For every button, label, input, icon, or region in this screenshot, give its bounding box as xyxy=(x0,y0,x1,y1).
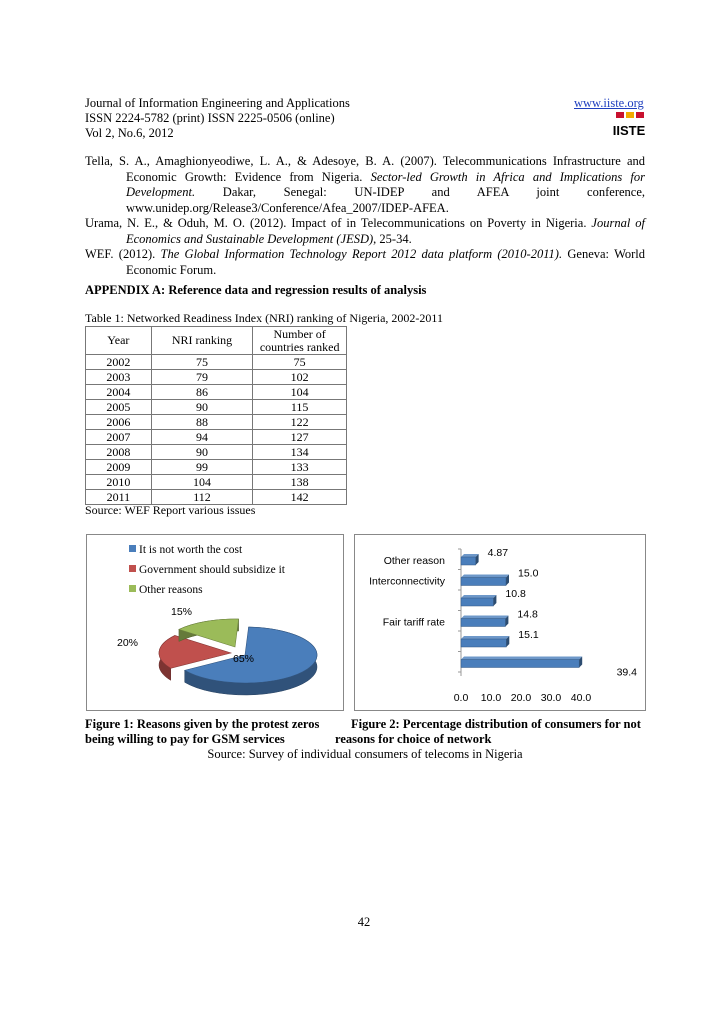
volume-line: Vol 2, No.6, 2012 xyxy=(85,126,174,140)
bar-x-tick-label-1: 10.0 xyxy=(480,692,502,704)
figures-source: Source: Survey of individual consumers of telecoms in Nigeria xyxy=(207,747,523,761)
col-header-year: Year xyxy=(86,327,152,355)
reference-item: WEF. (2012). The Global Information Technology Report 2012 data platform (2010-2011). Geneva: World Economic Forum. xyxy=(85,247,645,277)
bar-value-label-2: 10.8 xyxy=(505,588,526,600)
legend-swatch-2 xyxy=(129,585,136,592)
table-row: 2006 88 122 xyxy=(86,415,347,430)
bar-category-label-3: Fair tariff rate xyxy=(382,616,445,629)
references-list xyxy=(85,154,645,278)
bar-2 xyxy=(461,598,493,606)
pie-chart xyxy=(87,535,343,710)
bar-top-2 xyxy=(461,595,496,598)
appendix-title: APPENDIX A: Reference data and regression results of analysis xyxy=(85,283,427,297)
reference-item: Urama, N. E., & Oduh, M. O. (2012). Impact of in Telecommunications on Poverty in Nigeria. Journal of Economics and Sustainable Development (JESD), 25-34. xyxy=(85,216,645,246)
bar-top-3 xyxy=(461,616,508,619)
legend-label-1: Government should subsidize it xyxy=(139,564,285,576)
pie-legend xyxy=(129,544,286,596)
bar-x-tick-label-4: 40.0 xyxy=(570,692,592,704)
bar-x-tick-label-0: 0.0 xyxy=(453,692,469,704)
figure2-caption: Figure 2: Percentage distribution of consumers for not reasons for choice of network xyxy=(335,717,641,746)
figure1-chart-box xyxy=(86,534,344,711)
table-row: 2011 112 142 xyxy=(86,490,347,505)
bar-3 xyxy=(461,619,505,627)
col-header-nri: NRI ranking xyxy=(151,327,253,355)
logo-wordmark: IISTE xyxy=(612,123,646,138)
table-row: 2004 86 104 xyxy=(86,385,347,400)
bar-0 xyxy=(461,557,476,565)
bar-chart xyxy=(355,535,645,710)
journal-url-link[interactable]: www.iiste.org xyxy=(574,96,644,110)
table-row: 2003 79 102 xyxy=(86,370,347,385)
bar-5 xyxy=(461,660,579,668)
table-source: Source: WEF Report various issues xyxy=(85,503,256,517)
bar-x-tick-label-2: 20.0 xyxy=(510,692,532,704)
bar-top-1 xyxy=(461,575,509,578)
bar-value-label-3: 14.8 xyxy=(517,608,538,621)
pie-label-20: 20% xyxy=(117,637,139,649)
figure1-caption: Figure 1: Reasons given by the protest zeros being willing to pay for GSM services xyxy=(85,717,320,746)
bar-top-0 xyxy=(461,554,479,557)
bar-value-label-5: 39.4 xyxy=(616,666,637,679)
journal-title: Journal of Information Engineering and Applications xyxy=(85,96,350,110)
col-header-countries: Number of countries ranked xyxy=(253,327,347,355)
figure2-chart-box xyxy=(354,534,646,711)
bar-category-label-1: Interconnectivity xyxy=(369,575,445,588)
bar-1 xyxy=(461,578,506,586)
bar-x-tick-label-3: 30.0 xyxy=(540,692,562,704)
table-title: Table 1: Networked Readiness Index (NRI) ranking of Nigeria, 2002-2011 xyxy=(85,311,443,325)
legend-swatch-0 xyxy=(129,545,136,552)
bar-value-label-4: 15.1 xyxy=(518,629,539,641)
table-row: 2007 94 127 xyxy=(86,430,347,445)
pie-label-65: 65% xyxy=(233,653,255,665)
reference-item: Tella, S. A., Amaghionyeodiwe, L. A., & Adesoye, B. A. (2007). Telecommunications Infrastructure and Economic Growth: Evidence from Nigeria. Sector-led Growth in Africa and Implications for Development. Dakar, Senegal: UN-IDEP and AFEA joint conference, www.unidep.org/Release3/Conference/Afea_2007/IDEP-AFEA. xyxy=(85,154,645,215)
legend-swatch-1 xyxy=(129,565,136,572)
bar-value-label-1: 15.0 xyxy=(518,567,539,580)
table-row: 2008 90 134 xyxy=(86,445,347,460)
bar-category-label-0: Other reason xyxy=(383,555,445,567)
iiste-logo xyxy=(612,110,646,138)
table-row: 2005 90 115 xyxy=(86,400,347,415)
bar-top-4 xyxy=(461,636,509,639)
table-row: 2010 104 138 xyxy=(86,475,347,490)
pie-label-15: 15% xyxy=(171,606,193,618)
table-row: 2002 75 75 xyxy=(86,355,347,370)
legend-label-2: Other reasons xyxy=(139,584,203,596)
bar-top-5 xyxy=(461,657,582,660)
table-row: 2009 99 133 xyxy=(86,460,347,475)
page-number: 42 xyxy=(357,915,371,929)
nri-table xyxy=(85,326,347,505)
legend-label-0: It is not worth the cost xyxy=(139,544,243,556)
table-header-row xyxy=(86,327,347,355)
iiste-logo-icon xyxy=(612,110,646,138)
bar-value-label-0: 4.87 xyxy=(487,547,509,559)
bar-4 xyxy=(461,639,506,647)
issn-line: ISSN 2224-5782 (print) ISSN 2225-0506 (online) xyxy=(85,111,335,125)
